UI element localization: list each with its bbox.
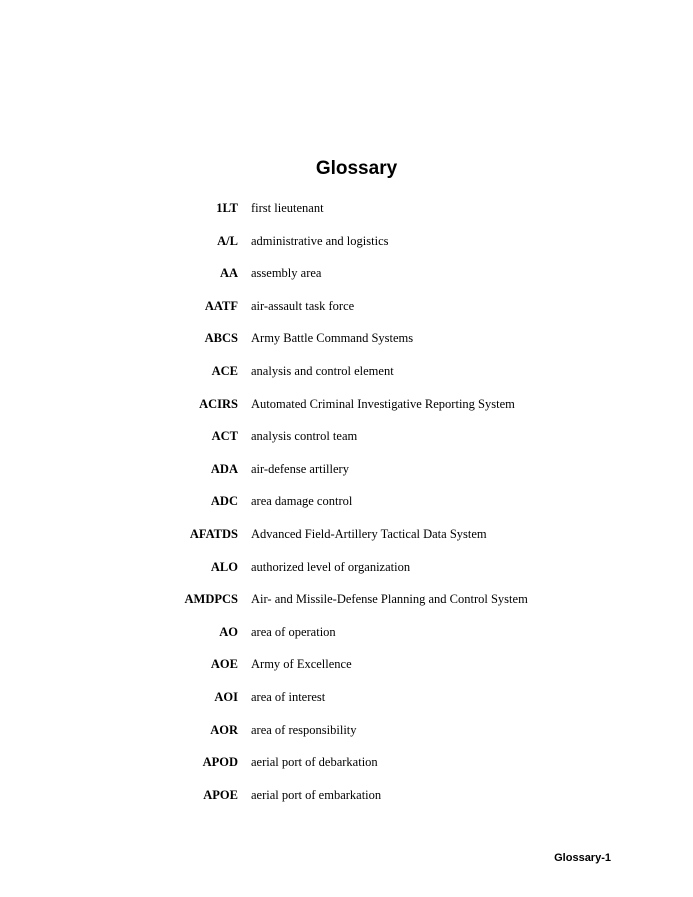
glossary-definition: area of interest bbox=[251, 689, 326, 704]
glossary-term: ALO bbox=[210, 559, 238, 574]
glossary-term: AOE bbox=[210, 657, 238, 672]
glossary-entry bbox=[0, 426, 693, 459]
glossary-term: AOR bbox=[210, 722, 238, 737]
glossary-term: AO bbox=[219, 624, 238, 639]
glossary-definition: administrative and logistics bbox=[251, 233, 389, 248]
glossary-definition: Automated Criminal Investigative Reporting System bbox=[251, 396, 515, 411]
glossary-definition: air-defense artillery bbox=[251, 461, 349, 476]
glossary-entry bbox=[0, 263, 693, 296]
glossary-definition: air-assault task force bbox=[251, 298, 355, 313]
glossary-term: ACT bbox=[211, 429, 238, 444]
glossary-term: ACIRS bbox=[199, 396, 238, 411]
glossary-term: AOI bbox=[214, 689, 238, 704]
glossary-term: A/L bbox=[217, 233, 238, 248]
glossary-list bbox=[0, 198, 693, 817]
glossary-definition: aerial port of debarkation bbox=[251, 755, 378, 770]
glossary-term: ACE bbox=[211, 363, 238, 378]
glossary-definition: Advanced Field-Artillery Tactical Data System bbox=[251, 526, 487, 541]
glossary-definition: area of responsibility bbox=[251, 722, 357, 737]
glossary-term: 1LT bbox=[216, 201, 238, 215]
glossary-definition: area of operation bbox=[251, 624, 336, 639]
glossary-entry bbox=[0, 589, 693, 622]
glossary-entry bbox=[0, 394, 693, 427]
glossary-term: AMDPCS bbox=[184, 592, 238, 607]
glossary-entry bbox=[0, 785, 693, 818]
glossary-term: APOE bbox=[203, 787, 238, 802]
glossary-definition: Army Battle Command Systems bbox=[251, 331, 414, 346]
glossary-entry bbox=[0, 524, 693, 557]
glossary-entry bbox=[0, 361, 693, 394]
glossary-entry bbox=[0, 231, 693, 264]
glossary-definition: aerial port of embarkation bbox=[251, 787, 382, 802]
glossary-definition: Air- and Missile-Defense Planning and Control System bbox=[251, 592, 528, 607]
glossary-definition: assembly area bbox=[251, 266, 322, 281]
glossary-term: AATF bbox=[204, 298, 238, 313]
glossary-definition: Army of Excellence bbox=[251, 657, 352, 672]
glossary-term: ADC bbox=[210, 494, 238, 509]
glossary-term: ADA bbox=[210, 461, 238, 476]
glossary-term: AFATDS bbox=[189, 526, 238, 541]
glossary-entry bbox=[0, 622, 693, 655]
glossary-entry bbox=[0, 198, 693, 231]
glossary-term: AA bbox=[219, 266, 238, 281]
glossary-entry bbox=[0, 720, 693, 753]
glossary-term: APOD bbox=[202, 755, 238, 770]
glossary-term: ABCS bbox=[204, 331, 238, 346]
glossary-entry bbox=[0, 491, 693, 524]
page-number: Glossary-1 bbox=[554, 852, 611, 864]
glossary-definition: authorized level of organization bbox=[251, 559, 411, 574]
glossary-definition: area damage control bbox=[251, 494, 353, 509]
glossary-definition: analysis control team bbox=[251, 429, 358, 444]
glossary-entry bbox=[0, 296, 693, 329]
glossary-entry bbox=[0, 557, 693, 590]
glossary-entry bbox=[0, 459, 693, 492]
page-title: Glossary bbox=[315, 158, 398, 179]
glossary-definition: first lieutenant bbox=[251, 201, 324, 215]
glossary-entry bbox=[0, 752, 693, 785]
glossary-entry bbox=[0, 687, 693, 720]
glossary-definition: analysis and control element bbox=[251, 363, 394, 378]
glossary-entry bbox=[0, 654, 693, 687]
glossary-entry bbox=[0, 328, 693, 361]
